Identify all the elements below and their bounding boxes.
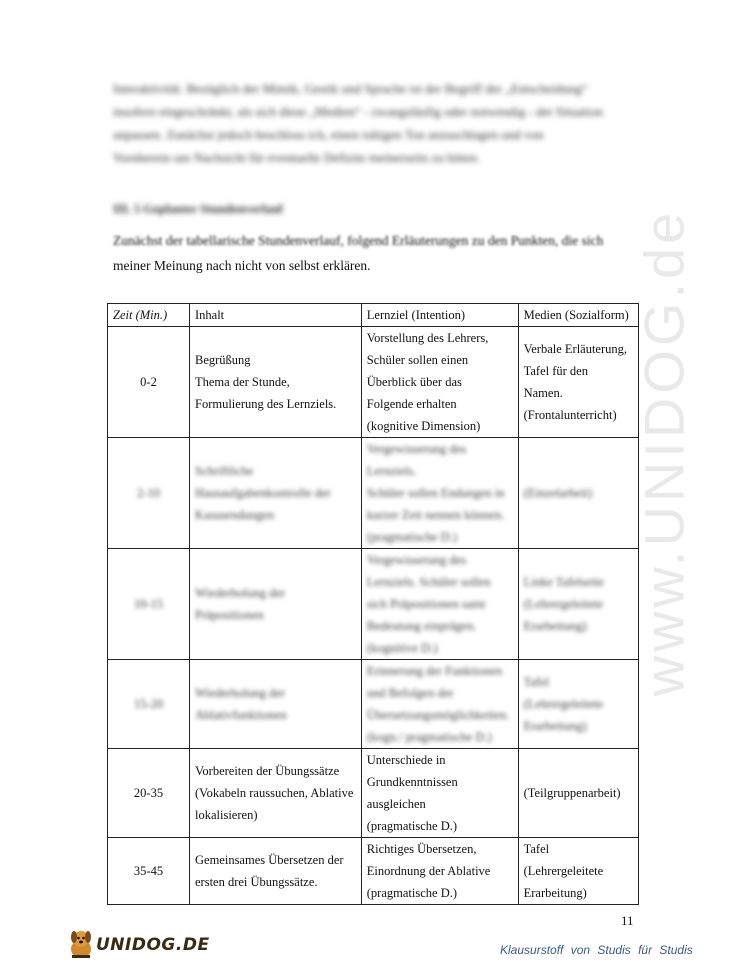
table-header-row [108,304,639,327]
cell-inhalt: Schriftliche Hausaufgabenkontrolle der Kasusendungen [190,438,362,549]
table-row [108,838,639,905]
cell-inhalt: Vorbereiten der Übungssätze (Vokabeln raussuchen, Ablative lokalisieren) [190,749,362,838]
cell-zeit: 10-15 [108,549,190,660]
paragraph-line: Interaktivität. Bezüglich der Mimik, Gestik und Sprache ist der Begriff der „Entscheidung“ [113,81,588,96]
cell-inhalt: Gemeinsames Übersetzen der ersten drei Übungssätze. [190,838,362,905]
page-number: 11 [621,913,634,928]
cell-lernziel: Erinnerung der Funktionen und Befolgen der Übersetzungsmöglichkeiten. (kogn./ pragmatische D.) [361,660,518,749]
table-row [108,749,639,838]
footer-tagline: Klausurstoff von Studis für Studis [500,943,693,957]
header-zeit: Zeit (Min.) [108,304,190,327]
body-paragraph [113,77,636,169]
cell-lernziel: Richtiges Übersetzen, Einordnung der Ablative (pragmatische D.) [361,838,518,905]
cell-inhalt: Wiederholung der Präpositionen [190,549,362,660]
watermark: www.UNIDOG.de [632,208,696,697]
cell-lernziel: Vorstellung des Lehrers, Schüler sollen einen Überblick über das Folgende erhalten (kognitive Dimension) [361,327,518,438]
table-row [108,549,639,660]
cell-medien: Linke Tafelseite (Lehrergeleitete Erarbeitung) [518,549,638,660]
intro-line-1: Zunächst der tabellarische Stundenverlauf, folgend Erläuterungen zu den Punkten, die sich [113,233,604,248]
header-medien: Medien (Sozialform) [518,304,638,327]
cell-lernziel: Vergewisserung des Lernziels. Schüler sollen sich Präpositionen samt Bedeutung einprägen. (kognitive D.) [361,549,518,660]
cell-inhalt: Begrüßung Thema der Stunde, Formulierung des Lernziels. [190,327,362,438]
paragraph-line: anpassen. Zunächst jedoch beschloss ich, einen ruhigen Ton anzuschlagen und von [113,127,544,142]
cell-zeit: 2-10 [108,438,190,549]
paragraph-line: Vornherein um Nachsicht für eventuelle Defizite meinerseits zu bitten. [113,150,480,165]
table-row [108,438,639,549]
cell-inhalt: Wiederholung der Ablativfunktionen [190,660,362,749]
cell-zeit: 0-2 [108,327,190,438]
cell-lernziel: Unterschiede in Grundkenntnissen ausgleichen (pragmatische D.) [361,749,518,838]
cell-medien: Tafel (Lehrergeleitete Erarbeitung) [518,838,638,905]
table-row [108,660,639,749]
cell-zeit: 20-35 [108,749,190,838]
logo-wordmark: UNIDOG.DE [96,935,210,955]
lesson-plan-table [107,303,639,905]
cell-medien: Tafel (Lehrergeleitete Erarbeitung) [518,660,638,749]
cell-lernziel: Vergewisserung des Lernziels. Schüler sollen Endungen in kurzer Zeit nennen können. (pragmatische D.) [361,438,518,549]
header-lernziel: Lernziel (Intention) [361,304,518,327]
paragraph-line: insofern eingeschränkt, als sich diese „Medien“ - zwangsläufig oder notwendig - der Situation [113,104,603,119]
intro-line-2: meiner Meinung nach nicht von selbst erklären. [113,258,371,273]
table-row [108,327,639,438]
dog-icon [66,927,96,961]
unidog-logo[interactable] [66,927,210,963]
cell-medien: Verbale Erläuterung, Tafel für den Namen. (Frontalunterricht) [518,327,638,438]
cell-zeit: 35-45 [108,838,190,905]
cell-zeit: 15-20 [108,660,190,749]
section-heading: III. 5 Geplanter Stundenverlauf [113,202,283,216]
intro-text [113,228,638,278]
cell-medien: (Teilgruppenarbeit) [518,749,638,838]
cell-medien: (Einzelarbeit) [518,438,638,549]
header-inhalt: Inhalt [190,304,362,327]
